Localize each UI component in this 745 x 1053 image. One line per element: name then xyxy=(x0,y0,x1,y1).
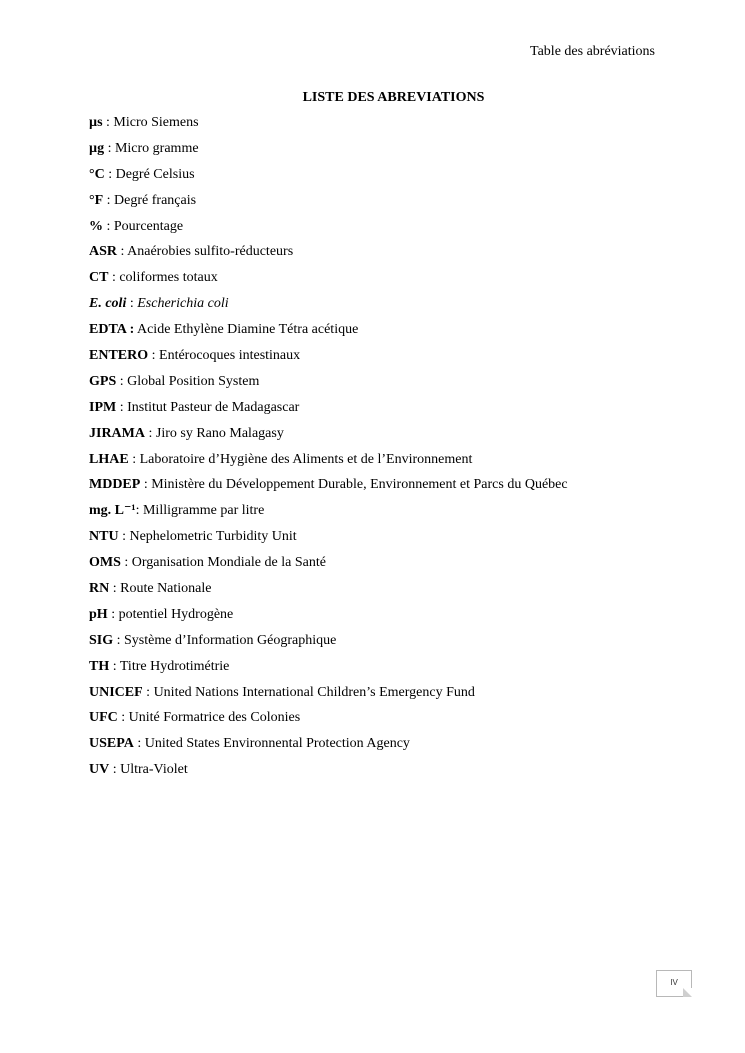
abbreviation-definition: Jiro sy Rano Malagasy xyxy=(155,425,284,441)
abbreviation-term: SIG xyxy=(89,632,114,648)
abbreviation-item xyxy=(89,244,689,260)
abbreviation-item xyxy=(89,685,689,701)
abbreviation-definition: Anaérobies sulfito-réducteurs xyxy=(127,244,294,260)
abbreviation-separator: : xyxy=(120,555,132,571)
abbreviation-term: NTU xyxy=(89,529,119,545)
abbreviation-separator: : xyxy=(104,166,116,182)
abbreviation-definition: Unité Formatrice des Colonies xyxy=(128,710,301,726)
abbreviation-item xyxy=(89,270,689,286)
abbreviation-separator: : xyxy=(107,606,119,622)
abbreviation-definition: Milligramme par litre xyxy=(142,503,265,519)
abbreviation-term: µs xyxy=(89,115,103,130)
page-curl-icon xyxy=(683,988,692,997)
abbreviation-item xyxy=(89,322,689,338)
abbreviation-separator: : xyxy=(113,632,125,648)
abbreviation-separator: : xyxy=(108,270,120,286)
abbreviation-separator: : xyxy=(109,658,120,674)
abbreviation-definition: Ministère du Développement Durable, Environnement et Parcs du Québec xyxy=(151,477,568,493)
abbreviation-term: MDDEP xyxy=(89,477,141,493)
abbreviation-separator: : xyxy=(142,684,154,700)
abbreviation-item xyxy=(89,426,689,442)
abbreviation-item xyxy=(89,555,689,571)
abbreviation-separator: : xyxy=(116,373,128,389)
abbreviation-definition: Entérocoques intestinaux xyxy=(159,348,301,364)
abbreviation-definition: Escherichia coli xyxy=(137,296,229,312)
abbreviation-definition: United Nations International Children’s Emergency Fund xyxy=(153,684,475,700)
abbreviation-term: ENTERO xyxy=(89,348,149,364)
abbreviation-item xyxy=(89,736,689,752)
abbreviation-separator: : xyxy=(126,296,138,312)
abbreviation-term: GPS xyxy=(89,373,117,389)
abbreviation-term: % xyxy=(89,218,103,234)
abbreviation-item xyxy=(89,219,689,235)
abbreviation-item xyxy=(89,529,689,545)
abbreviation-item xyxy=(89,374,689,390)
abbreviation-separator: : xyxy=(118,529,130,545)
abbreviation-item xyxy=(89,167,689,183)
abbreviation-definition: Institut Pasteur de Madagascar xyxy=(127,399,300,415)
abbreviation-separator: : xyxy=(135,503,143,519)
abbreviation-term: OMS xyxy=(89,555,121,571)
abbreviation-definition: United States Environnental Protection Agency xyxy=(144,736,410,752)
abbreviation-item xyxy=(89,607,689,623)
abbreviation-definition: Micro gramme xyxy=(114,140,199,156)
page-number-box xyxy=(656,970,692,997)
abbreviation-definition: Nephelometric Turbidity Unit xyxy=(129,529,297,545)
abbreviation-separator: : xyxy=(104,140,115,156)
abbreviation-separator: : xyxy=(102,115,114,130)
abbreviation-separator: : xyxy=(103,192,115,208)
abbreviation-definition: coliformes totaux xyxy=(119,270,218,286)
abbreviation-item xyxy=(89,477,689,493)
abbreviation-definition: Route Nationale xyxy=(120,581,212,597)
abbreviation-separator: : xyxy=(128,451,140,467)
abbreviation-definition: Pourcentage xyxy=(113,218,184,234)
abbreviation-definition: Global Position System xyxy=(127,373,260,389)
abbreviation-term: JIRAMA xyxy=(89,425,145,441)
abbreviation-item xyxy=(89,141,689,157)
abbreviation-definition: Degré français xyxy=(114,192,197,208)
abbreviation-term: USEPA xyxy=(89,736,134,752)
abbreviation-term: RN xyxy=(89,581,110,597)
abbreviation-term: UFC xyxy=(89,710,118,726)
abbreviation-definition: potentiel Hydrogène xyxy=(118,606,234,622)
abbreviation-term: TH xyxy=(89,658,110,674)
abbreviation-term: mg. L⁻¹ xyxy=(89,503,136,519)
abbreviation-item xyxy=(89,710,689,726)
abbreviation-definition: Système d’Information Géographique xyxy=(124,632,337,648)
abbreviation-definition: Laboratoire d’Hygiène des Aliments et de l’Environnement xyxy=(139,451,473,467)
abbreviation-item xyxy=(89,503,689,519)
abbreviation-term: E. coli xyxy=(89,296,127,312)
abbreviation-term: °F xyxy=(89,192,104,208)
abbreviation-item xyxy=(89,400,689,416)
abbreviation-item xyxy=(89,115,689,131)
abbreviation-term: UNICEF xyxy=(89,684,143,700)
abbreviation-term: ASR xyxy=(89,244,118,260)
abbreviation-definition: Degré Celsius xyxy=(115,166,195,182)
abbreviation-term: °C xyxy=(89,166,105,182)
abbreviation-item xyxy=(89,193,689,209)
abbreviation-separator: : xyxy=(103,218,114,234)
abbreviation-term: CT xyxy=(89,270,109,286)
abbreviation-item xyxy=(89,296,689,312)
abbreviation-item xyxy=(89,633,689,649)
abbreviation-item xyxy=(89,659,689,675)
abbreviation-separator: : xyxy=(140,477,152,493)
page-title: LISTE DES ABREVIATIONS xyxy=(302,90,485,105)
running-header: Table des abréviations xyxy=(530,44,655,59)
abbreviation-definition: Titre Hydrotimétrie xyxy=(119,658,230,674)
abbreviation-term: pH xyxy=(89,606,108,622)
abbreviation-term: EDTA : xyxy=(89,322,135,338)
abbreviation-separator: : xyxy=(117,710,129,726)
abbreviation-item xyxy=(89,762,689,778)
abbreviation-definition: Acide Ethylène Diamine Tétra acétique xyxy=(136,322,359,338)
abbreviation-separator: : xyxy=(133,736,145,752)
abbreviation-list xyxy=(89,115,689,788)
page-number: IV xyxy=(670,978,678,987)
abbreviation-definition: Micro Siemens xyxy=(113,115,199,130)
abbreviation-item xyxy=(89,452,689,468)
abbreviation-separator: : xyxy=(109,762,121,778)
abbreviation-separator: : xyxy=(145,425,156,441)
abbreviation-separator: : xyxy=(109,581,121,597)
abbreviation-term: LHAE xyxy=(89,451,129,467)
abbreviation-item xyxy=(89,581,689,597)
abbreviation-definition: Organisation Mondiale de la Santé xyxy=(131,555,326,571)
abbreviation-term: UV xyxy=(89,762,110,778)
abbreviation-term: IPM xyxy=(89,399,117,415)
abbreviation-separator: : xyxy=(148,348,160,364)
abbreviation-item xyxy=(89,348,689,364)
abbreviation-separator: : xyxy=(116,399,128,415)
abbreviation-separator: : xyxy=(117,244,128,260)
abbreviation-definition: Ultra-Violet xyxy=(120,762,188,778)
abbreviation-term: µg xyxy=(89,140,105,156)
